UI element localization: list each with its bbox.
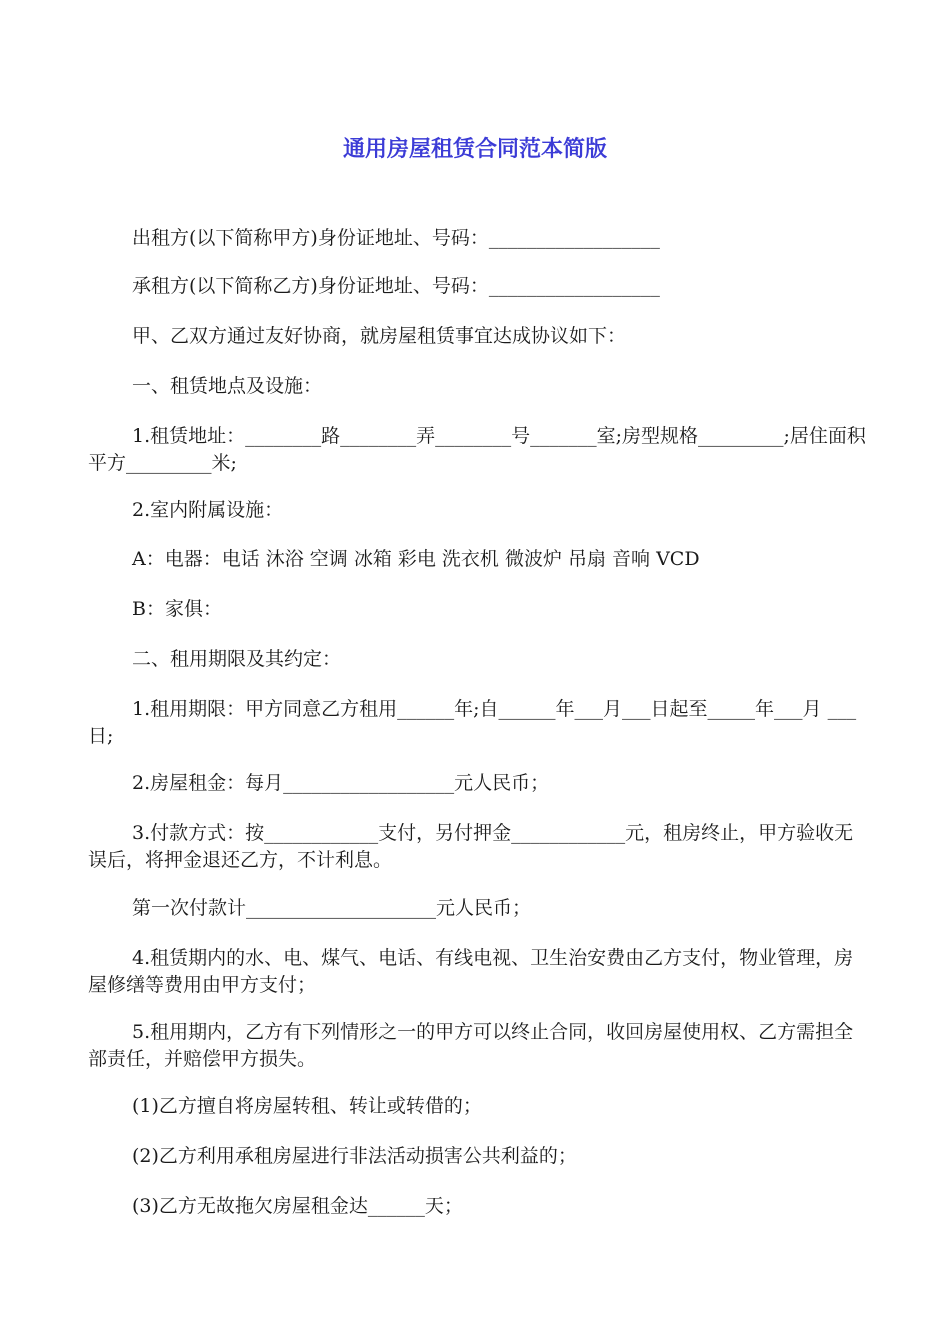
paragraph-utilities: 4.租赁期内的水、电、煤气、电话、有线电视、卫生治安费由乙方支付，物业管理，房屋修缮等费用由甲方支付；: [88, 947, 854, 996]
paragraph-furniture: B：家俱：: [132, 598, 222, 620]
paragraph-rental-term: 1.租用期限：甲方同意乙方租用______年;自______年___月___日起至_____年___月 ___日;: [88, 698, 857, 747]
list-item-sublet: (1)乙方擅自将房屋转租、转让或转借的；: [132, 1095, 482, 1117]
paragraph-appliances: A：电器：电话 沐浴 空调 冰箱 彩电 洗衣机 微波炉 吊扇 音响 VCD: [132, 548, 700, 570]
section-heading-location: 一、租赁地点及设施：: [132, 375, 323, 397]
paragraph-payment-method: 3.付款方式：按____________支付，另付押金____________元，租房终止，甲方验收无误后，将押金退还乙方，不计利息。: [88, 822, 854, 871]
paragraph-rent: 2.房屋租金：每月__________________元人民币；: [132, 772, 550, 794]
paragraph-termination: 5.租用期内，乙方有下列情形之一的甲方可以终止合同，收回房屋使用权、乙方需担全部责任，并赔偿甲方损失。: [88, 1021, 854, 1070]
paragraph-facilities: 2.室内附属设施：: [132, 499, 284, 521]
paragraph-first-payment: 第一次付款计____________________元人民币；: [132, 897, 532, 919]
section-heading-term: 二、租用期限及其约定：: [132, 648, 342, 670]
list-item-rent-arrears: (3)乙方无故拖欠房屋租金达______天；: [132, 1195, 463, 1217]
document-title: 通用房屋租赁合同范本简版: [342, 137, 607, 162]
list-item-illegal-activity: (2)乙方利用承租房屋进行非法活动损害公共利益的；: [132, 1145, 577, 1167]
paragraph-agreement-intro: 甲、乙双方通过友好协商，就房屋租赁事宜达成协议如下：: [132, 325, 627, 347]
paragraph-rental-address: 1.租赁地址：________路________弄________号_______室;房型规格_________;居住面积平方_________米;: [88, 425, 866, 474]
paragraph-lessor: 出租方(以下简称甲方)身份证地址、号码：__________________: [132, 227, 660, 249]
paragraph-lessee: 承租方(以下简称乙方)身份证地址、号码：__________________: [132, 275, 660, 297]
